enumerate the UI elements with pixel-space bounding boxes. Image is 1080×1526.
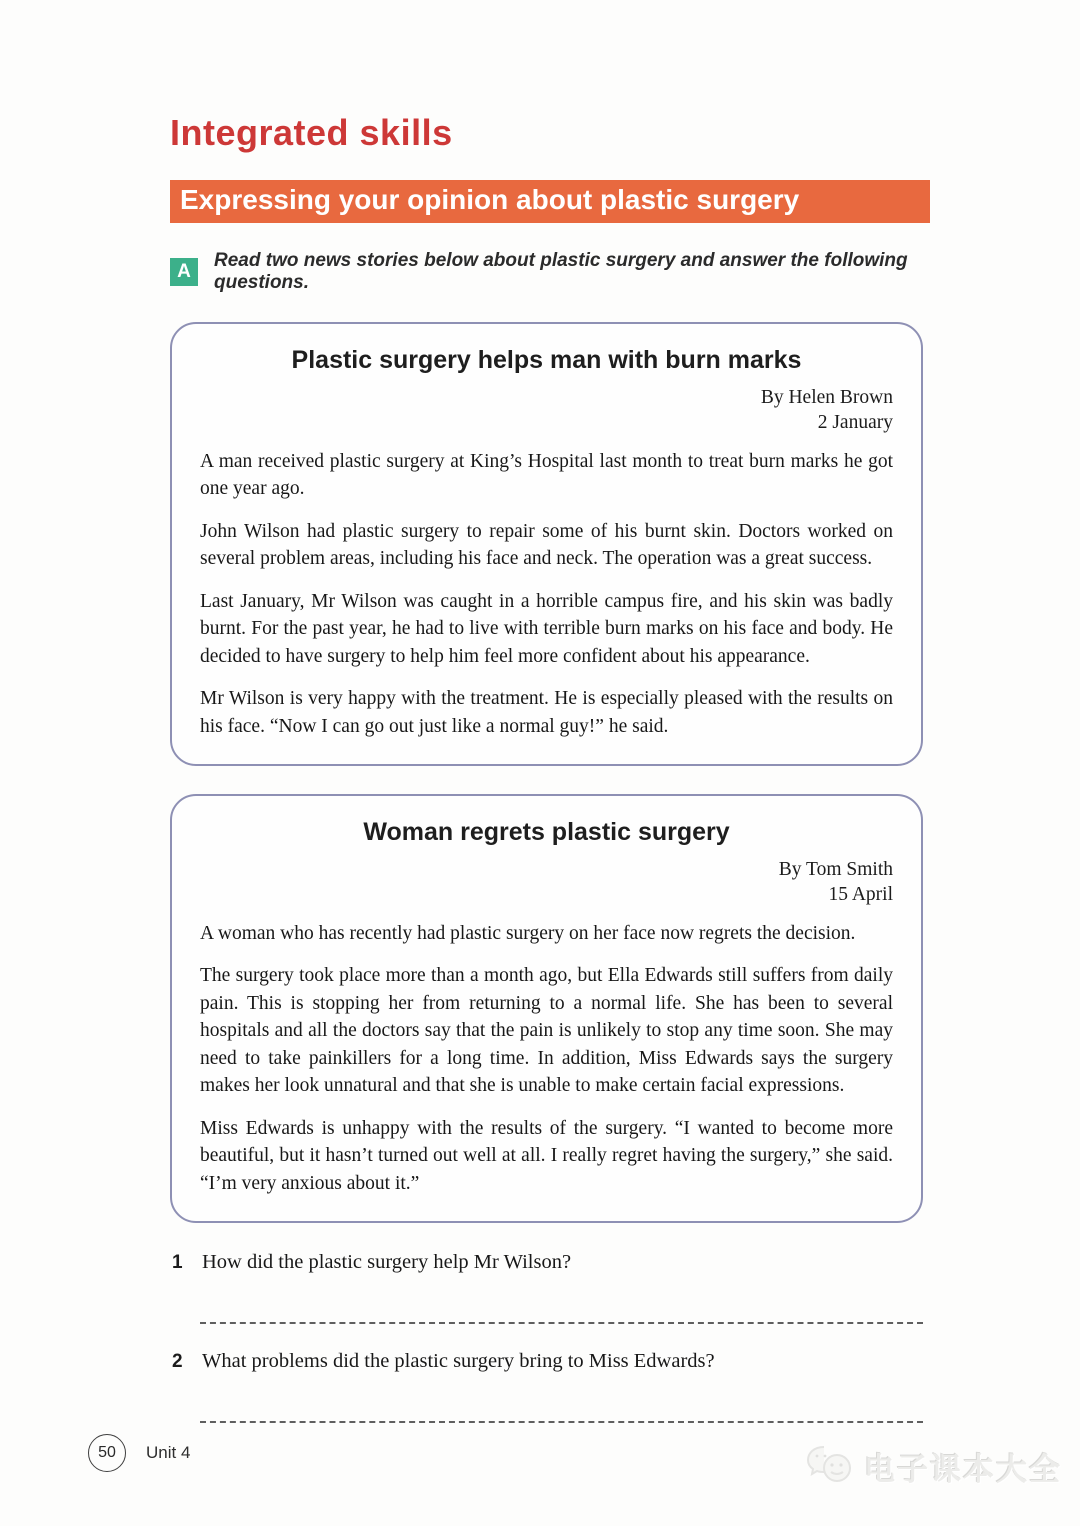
page-title: Integrated skills [170, 112, 453, 153]
story-paragraph: The surgery took place more than a month ago, but Ella Edwards still suffers from daily pain. This is stopping her from returning to a normal life. She has been to several hospitals and all the doctors say that the pain is unlikely to stop any time soon. She may need to take painkillers for a long time. In addition, Miss Edwards says the surgery makes her look unnatural and that she is unable to make certain facial expressions. [200, 965, 893, 1097]
story-paragraph: A man received plastic surgery at King’s Hospital last month to treat burn marks he got one year ago. [200, 450, 893, 500]
story-author: By Helen Brown [760, 387, 893, 408]
lesson-banner [170, 180, 930, 223]
unit-label: Unit 4 [146, 1443, 191, 1462]
story-date: 2 January [817, 412, 893, 434]
story-paragraph: Mr Wilson is very happy with the treatment. He is especially pleased with the results on his face. “Now I can go out just like a normal guy!” he said. [200, 688, 893, 737]
story-paragraph: Last January, Mr Wilson was caught in a horrible campus fire, and his skin was badly burnt. For the past year, he had to live with terrible burn marks on his face and body. He decided to have surgery to help him feel more confident about his appearance. [200, 590, 893, 667]
question-number: 1 [172, 1252, 183, 1274]
story-title: Woman regrets plastic surgery [363, 818, 730, 847]
watermark-text: 电子课本大全 [864, 1452, 1062, 1487]
page-footer [88, 1434, 190, 1472]
part-a-badge: A [170, 258, 198, 286]
answer-line-1 [200, 1322, 923, 1324]
lesson-banner-text: Expressing your opinion about plastic surgery [180, 184, 800, 215]
part-a-instruction-row [170, 250, 930, 294]
publisher-watermark [806, 1442, 1062, 1491]
page-number-badge: 50 [88, 1434, 126, 1472]
story-paragraph: A woman who has recently had plastic surgery on her face now regrets the decision. [200, 922, 856, 944]
story-byline [200, 385, 893, 436]
story-author: By Tom Smith [778, 859, 893, 881]
story-paragraph: Miss Edwards is unhappy with the results of the surgery. “I wanted to become more beautiful, but it hasn’t turned out well at all. I really regret having the surgery,” she said. “I’m very anxious about it.” [200, 1117, 893, 1194]
part-a-instruction-text: Read two news stories below about plastic surgery and answer the following questions. [214, 250, 908, 293]
question-text: What problems did the plastic surgery bring to Miss Edwards? [202, 1350, 715, 1373]
story-date: 15 April [828, 884, 893, 906]
news-story-card-woman-regrets [170, 794, 923, 1223]
story-paragraph: John Wilson had plastic surgery to repair some of his burnt skin. Doctors worked on several problem areas, including his face and neck. The operation was a great success. [200, 520, 893, 570]
question-number: 2 [172, 1351, 183, 1373]
wechat-logo-icon [806, 1442, 856, 1491]
story-byline [200, 857, 893, 908]
question-text: How did the plastic surgery help Mr Wilson? [202, 1251, 572, 1274]
question-1 [172, 1251, 930, 1274]
news-story-card-burn-marks [170, 322, 923, 766]
answer-line-2 [200, 1421, 923, 1423]
question-2 [172, 1350, 930, 1373]
story-title: Plastic surgery helps man with burn marks [291, 346, 802, 374]
